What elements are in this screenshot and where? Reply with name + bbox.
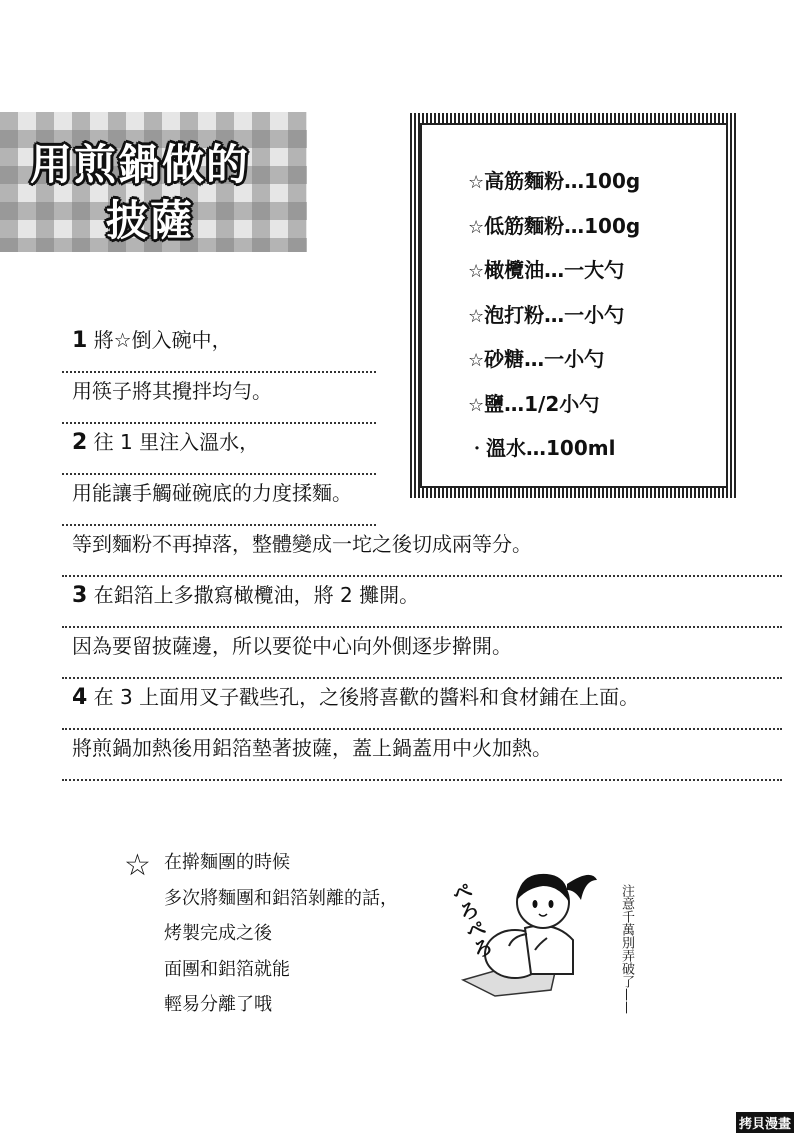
sound-effect-text: ぺろぺろ [446, 878, 496, 962]
recipe-title-line-1: 用煎鍋做的 [30, 140, 251, 189]
step-line: 用筷子將其攪拌均勻。 [62, 373, 376, 424]
watermark-tag: 拷貝漫畫 [736, 1112, 794, 1133]
ingredient-item: ☆低筋麵粉…100g [468, 213, 641, 238]
ingredients-frame [420, 123, 728, 488]
step-line: 將煎鍋加熱後用鋁箔墊著披薩，蓋上鍋蓋用中火加熱。 [62, 730, 782, 781]
step-line: 因為要留披薩邊，所以要從中心向外側逐步擀開。 [62, 628, 782, 679]
ingredients-list [468, 165, 640, 477]
star-icon: ☆ [468, 350, 485, 371]
step-line: 4 在 3 上面用叉子戳些孔，之後將喜歡的醬料和食材鋪在上面。 [62, 679, 782, 730]
recipe-title-line-2: 披薩 [106, 196, 195, 245]
ingredient-item: ☆高筋麵粉…100g [468, 169, 641, 193]
step-line: 2 往 1 里注入溫水， [62, 424, 376, 475]
bullet-icon: ・ [468, 439, 486, 460]
star-icon: ☆ [468, 172, 485, 193]
star-outline-icon: ☆ [124, 848, 151, 883]
step-line: 等到麵粉不再掉落，整體變成一坨之後切成兩等分。 [62, 526, 782, 577]
ingredient-item: ☆砂糖…一小勺 [468, 347, 605, 371]
title-block [0, 112, 307, 252]
step-line: 用能讓手觸碰碗底的力度揉麵。 [62, 475, 376, 526]
ingredients-box [410, 113, 738, 498]
star-icon: ☆ [468, 394, 485, 416]
star-icon: ☆ [468, 305, 485, 327]
step-line: 1 將☆倒入碗中， [62, 322, 376, 373]
star-icon: ☆ [468, 216, 485, 238]
step-line: 3 在鋁箔上多撒寫橄欖油，將 2 攤開。 [62, 577, 782, 628]
girl-rolling-dough-illustration [446, 850, 615, 1000]
ingredient-item: ☆泡打粉…一小勺 [468, 302, 625, 327]
illustration-note: 注意千萬別弄破了—— [619, 884, 634, 1014]
ingredient-item: ☆橄欖油…一大勺 [468, 258, 625, 282]
tip-text: 在擀麵團的時候 多次將麵團和鋁箔剝離的話， 烤製完成之後 面團和鋁箔就能 輕易分離了哦 [164, 852, 398, 1015]
star-icon: ☆ [468, 261, 485, 282]
ingredient-item: ・溫水…100ml [468, 436, 616, 460]
ingredient-item: ☆鹽…1/2小勺 [468, 391, 600, 416]
